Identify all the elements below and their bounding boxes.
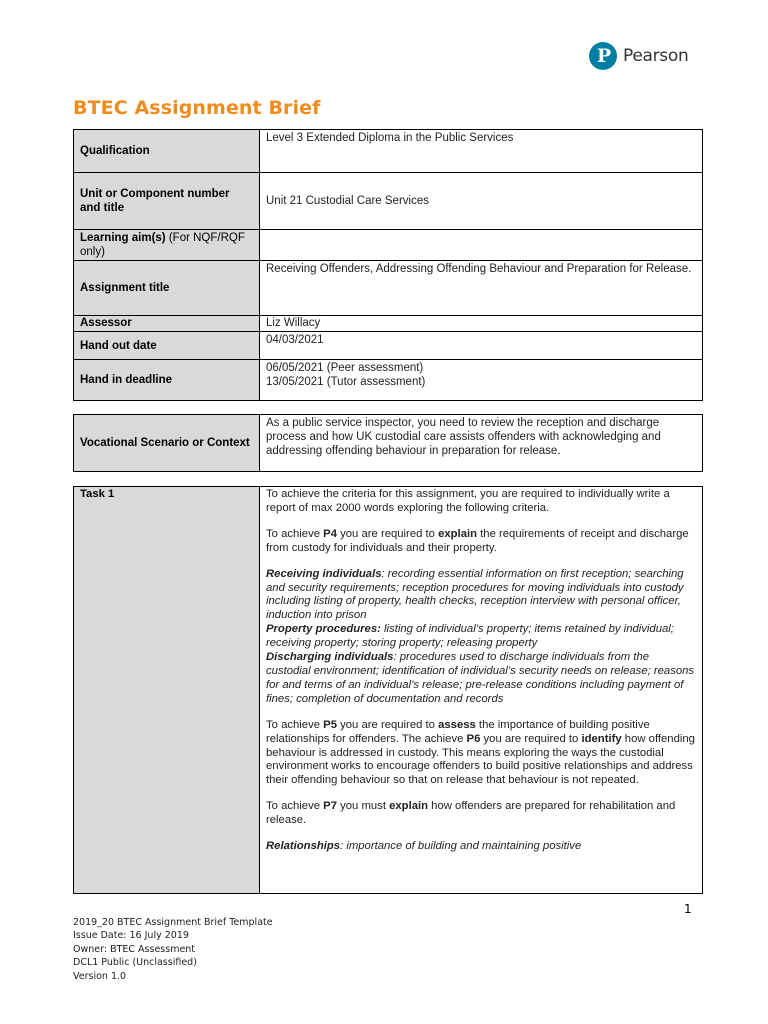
relationships-text: : importance of building and maintaining positive <box>340 840 582 853</box>
p5-text-b: you are required to <box>336 718 439 731</box>
qualification-label: Qualification <box>74 130 260 173</box>
p6-criterion: P6 <box>466 732 481 745</box>
pearson-wordmark: Pearson <box>623 46 689 66</box>
p7-text-a: To achieve <box>266 800 324 813</box>
relationships-para <box>266 840 696 854</box>
p5-criterion: P5 <box>323 718 337 731</box>
learning-aims-label <box>74 230 260 261</box>
discharging-individuals-heading: Discharging individuals <box>266 651 394 664</box>
learning-aims-row <box>74 230 703 261</box>
assignment-title-row <box>74 261 703 316</box>
document-title: BTEC Assignment Brief <box>73 97 321 119</box>
assignment-details-table <box>73 129 703 401</box>
qualification-value: Level 3 Extended Diploma in the Public Services <box>260 130 703 173</box>
p4-command-verb: explain <box>438 527 478 540</box>
p7-command-verb: explain <box>389 800 429 813</box>
footer-version: Version 1.0 <box>73 970 127 982</box>
hand-out-row <box>74 332 703 360</box>
hand-in-value <box>260 360 703 401</box>
p6-command-verb: identify <box>581 732 622 745</box>
task-table <box>73 486 703 894</box>
learning-aims-label-bold: Learning aim(s) <box>80 232 166 244</box>
task-1-p7 <box>266 800 696 828</box>
property-procedures-para <box>266 623 696 651</box>
property-procedures-text: listing of individual’s property; items retained by individual; receiving property; storing property; releasing property <box>266 623 674 650</box>
assessor-row <box>74 316 703 332</box>
assessor-label: Assessor <box>74 316 260 332</box>
hand-out-value: 04/03/2021 <box>260 332 703 360</box>
pearson-mark-icon: P <box>589 42 617 70</box>
p5-text-a: To achieve <box>266 718 324 731</box>
footer-owner: Owner: BTEC Assessment <box>73 943 196 955</box>
learning-aims-label-note: (For NQF/RQF only) <box>80 232 245 258</box>
task-1-p5-p6 <box>266 719 696 789</box>
discharging-individuals-para <box>266 651 696 707</box>
hand-out-label: Hand out date <box>74 332 260 360</box>
learning-aims-value <box>260 230 703 261</box>
receiving-individuals-para <box>266 568 696 624</box>
hand-in-row <box>74 360 703 401</box>
p7-criterion: P7 <box>323 800 337 813</box>
p6-text-b: you are required to <box>480 732 582 745</box>
discharging-individuals-text: : procedures used to discharge individuals from the custodial environment; identification of individual’s security needs on release; reasons for and terms of an individual’s release; pre-release conditions including payment of fines; completion of documentation and records <box>266 651 695 705</box>
scenario-row <box>74 415 703 472</box>
assignment-title-value: Receiving Offenders, Addressing Offending Behaviour and Preparation for Release. <box>260 261 703 316</box>
p7-text-c: how offenders are prepared for rehabilitation and release. <box>266 800 676 827</box>
task-1-body <box>260 487 703 894</box>
hand-in-label: Hand in deadline <box>74 360 260 401</box>
task-1-intro: To achieve the criteria for this assignment, you are required to individually write a report of max 2000 words exploring the following criteria. <box>266 488 670 514</box>
footer-template-name: 2019_20 BTEC Assignment Brief Template <box>73 917 273 928</box>
document-footer <box>73 916 273 983</box>
receiving-individuals-heading: Receiving individuals <box>266 567 382 580</box>
p5-text-c: the importance of building positive relationships for offenders. The achieve <box>266 718 650 745</box>
p5-command-verb: assess <box>438 718 476 731</box>
property-procedures-heading: Property procedures: <box>266 623 381 636</box>
p4-text-a: To achieve <box>266 527 324 540</box>
qualification-row <box>74 130 703 173</box>
scenario-label: Vocational Scenario or Context <box>74 415 260 472</box>
hand-in-tutor-date: 13/05/2021 (Tutor assessment) <box>266 376 426 388</box>
p4-text-c: the requirements of receipt and discharge from custody for individuals and their property. <box>266 527 689 554</box>
unit-label: Unit or Component number and title <box>74 173 260 230</box>
footer-classification: DCL1 Public (Unclassified) <box>73 957 197 969</box>
p4-criterion: P4 <box>323 527 337 540</box>
p4-text-b: you are required to <box>336 527 439 540</box>
unit-row <box>74 173 703 230</box>
footer-issue-date: Issue Date: 16 July 2019 <box>73 930 189 942</box>
task-1-row <box>74 487 703 894</box>
scenario-table <box>73 414 703 472</box>
scenario-text: As a public service inspector, you need to review the reception and discharge process and how UK custodial care assists offenders with acknowledging and addressing offending behaviour in preparation for release. <box>260 415 703 472</box>
hand-in-peer-date: 06/05/2021 (Peer assessment) <box>266 362 424 374</box>
p7-text-b: you must <box>336 800 390 813</box>
task-1-p4 <box>266 528 696 556</box>
receiving-individuals-text: : recording essential information on first reception; searching and security requirements; reception procedures for moving individuals into custody including listing of property, health checks, reception interview with personal officer, induction into prison <box>266 567 684 622</box>
relationships-heading: Relationships <box>266 840 341 853</box>
unit-value: Unit 21 Custodial Care Services <box>260 173 703 230</box>
assignment-title-label: Assignment title <box>74 261 260 316</box>
page-number: 1 <box>684 902 692 916</box>
assessor-value: Liz Willacy <box>260 316 703 332</box>
p6-text-c: how offending behaviour is addressed in custody. This means exploring the ways the custodial environment works to encourage offenders to build positive relationships and address their offending behaviour so that on release that behaviour is not repeated. <box>266 732 695 787</box>
pearson-logo <box>589 42 688 70</box>
task-1-label: Task 1 <box>74 487 260 894</box>
